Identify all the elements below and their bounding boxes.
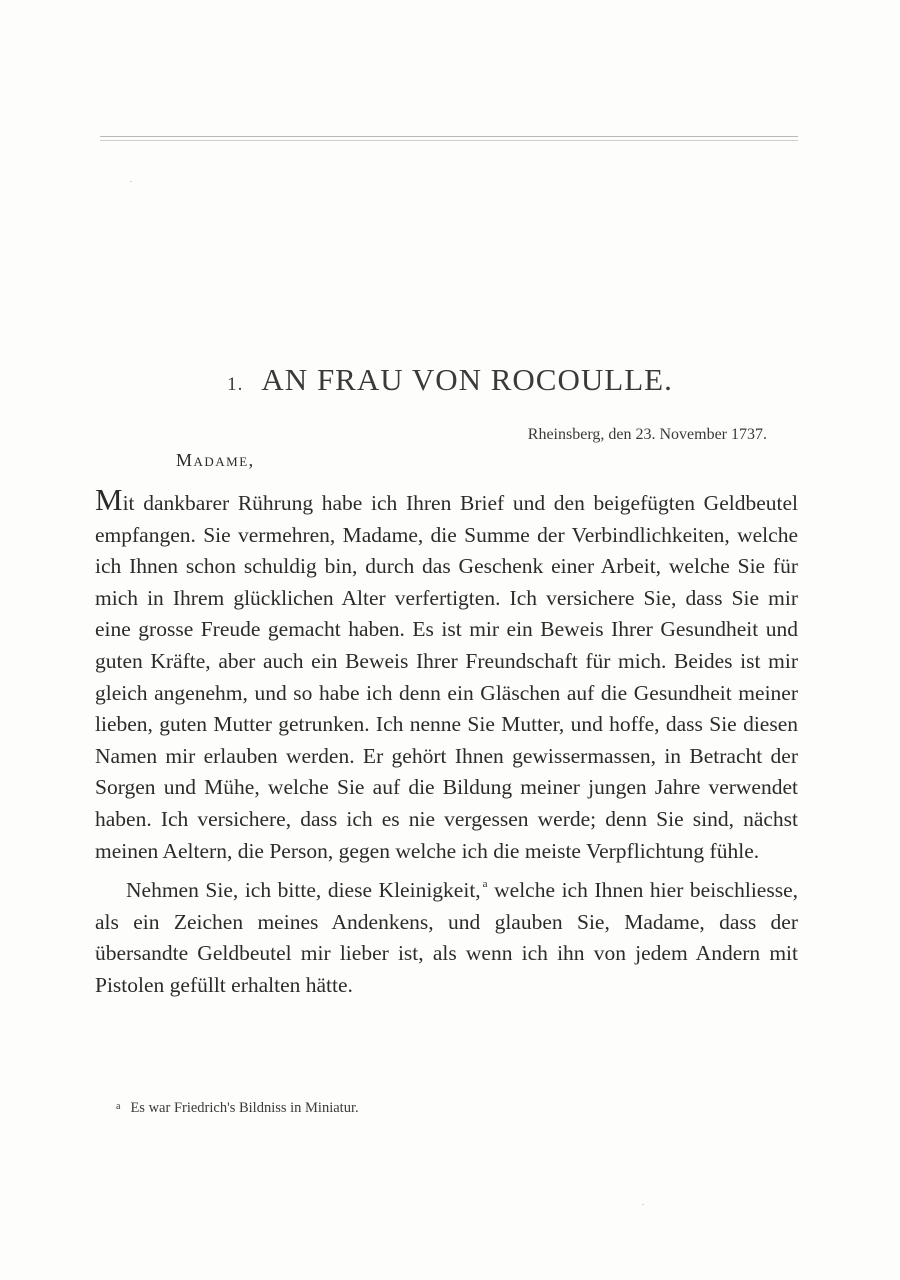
paragraph-2 (95, 869, 798, 1001)
letter-body (95, 484, 798, 1002)
footnote-mark: a (116, 1101, 121, 1112)
salutation: Madame, (176, 450, 255, 470)
dateline: Rheinsberg, den 23. November 1737. (527, 426, 767, 443)
paper-speck (130, 181, 132, 182)
letter-heading (0, 362, 900, 398)
initial-letter: M (95, 482, 123, 517)
letter-title: AN FRAU VON ROCOULLE. (261, 362, 673, 397)
footnote-text: Es war Friedrich's Bildniss in Miniatur. (130, 1100, 359, 1116)
footnote-reference-mark: a (482, 878, 488, 891)
paragraph-1-text: it dankbarer Rührung habe ich Ihren Brief und den beigefügten Geldbeutel empfangen. Sie vermehren, Madame, die Summe der Verbindlichkeiten, welche ich Ihnen schon schuldig bin, durch das Geschenk einer Arbeit, welche Sie für mich in Ihrem glücklichen Alter verfertigten. Ich versichere Sie, dass Sie mir eine grosse Freude gemacht haben. Es ist mir ein Beweis Ihrer Gesundheit und guten Kräfte, aber auch ein Beweis Ihrer Freundschaft für mich. Beides ist mir gleich angenehm, und so habe ich denn ein Gläschen auf die Gesundheit meiner lieben, guten Mutter getrunken. Ich nenne Sie Mutter, und hoffe, dass Sie diesen Namen mir erlauben werden. Er gehört Ihnen gewissermassen, in Betracht der Sorgen und Mühe, welche Sie auf die Bildung meiner jungen Jahre verwendet haben. Ich versichere, dass ich es nie vergessen werde; denn Sie sind, nächst meinen Aeltern, die Person, gegen welche ich die meiste Verpflichtung fühle. (95, 491, 798, 863)
paragraph-2-text-start: Nehmen Sie, ich bitte, diese Kleinigkeit, (126, 878, 481, 903)
paragraph-2-text-end: welche ich Ihnen hier beischliesse, als ein Zeichen meines Andenkens, und glauben Sie, Madame, dass der übersandte Geldbeutel mir lieber ist, als wenn ich ihn von jedem Andern mit Pistolen gefüllt erhalten hätte. (95, 878, 798, 997)
footnote (116, 1100, 359, 1117)
header-rule-bottom (100, 140, 798, 141)
paragraph-1 (95, 484, 798, 867)
letter-number: 1. (227, 374, 244, 395)
header-rule-top (100, 136, 798, 137)
paper-speck (642, 1204, 644, 1205)
